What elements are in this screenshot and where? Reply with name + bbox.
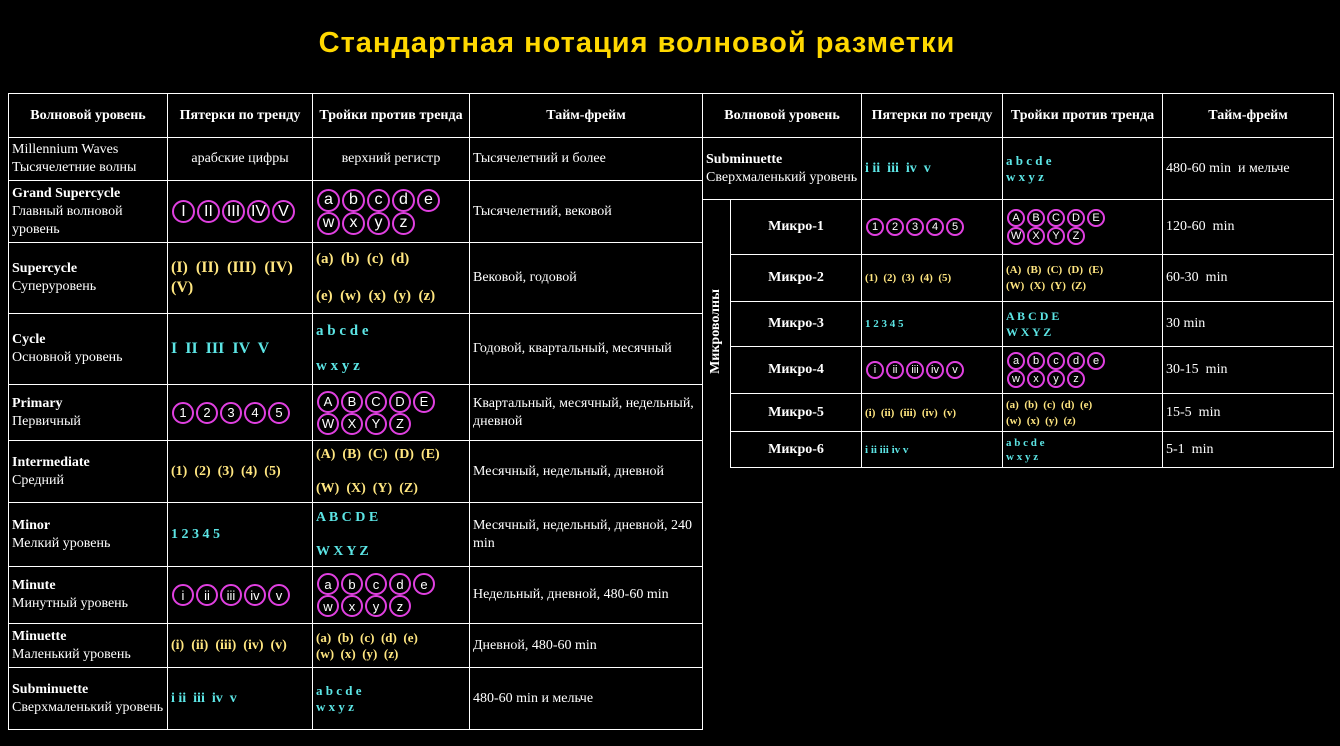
table-row (703, 302, 1334, 347)
level-en: Minor (12, 517, 51, 533)
circled-label: i (866, 361, 884, 379)
level-cell (9, 668, 168, 730)
threes-circles-bottom (1006, 370, 1159, 388)
circled-label: 1 (866, 218, 884, 236)
level-en: Minuette (12, 628, 67, 644)
circled-label: X (1027, 227, 1045, 245)
threes-line-1: A B C D E (316, 509, 379, 525)
threes-cell (313, 624, 470, 668)
circled-label: ii (196, 584, 218, 606)
micro-name: Микро-1 (731, 200, 862, 255)
fives-line-1: (I) (II) (III) (IV) (171, 259, 293, 276)
level-en: Supercycle (12, 261, 78, 276)
threes-circles-bottom (316, 413, 466, 435)
fives-circles (171, 200, 309, 223)
threes-cell (1003, 302, 1163, 347)
threes-cell (313, 441, 470, 503)
circled-label: y (367, 212, 390, 235)
circled-label: B (341, 391, 363, 413)
circled-label: iii (220, 584, 242, 606)
circled-label: 2 (196, 402, 218, 424)
micro-group-label: Микроволны (708, 288, 724, 374)
level-en: Subminuette (12, 681, 89, 697)
threes-line-2: w x y z (316, 698, 354, 714)
threes-line-2: (w) (x) (y) (z) (316, 645, 399, 661)
circled-label: e (1087, 352, 1105, 370)
threes-line-1: (A) (B) (C) (D) (E) (316, 446, 440, 462)
threes-cell (313, 668, 470, 730)
circled-label: C (1047, 209, 1065, 227)
timeframe-cell: 5-1 min (1163, 432, 1334, 468)
header-fives: Пятерки по тренду (168, 94, 313, 138)
table-row (703, 255, 1334, 302)
fives-circles (171, 584, 309, 606)
fives-circles (865, 218, 999, 236)
timeframe-cell: 60-30 min (1163, 255, 1334, 302)
fives-cell: 1 2 3 4 5 (862, 302, 1003, 347)
threes-line-2: w x y z (316, 358, 360, 374)
timeframe-cell: Дневной, 480-60 min (470, 624, 703, 668)
fives-cell: (1) (2) (3) (4) (5) (862, 255, 1003, 302)
timeframe-cell: 480-60 min и мельче (1163, 138, 1334, 200)
circled-label: i (172, 584, 194, 606)
circled-label: x (342, 212, 365, 235)
circled-label: IV (247, 200, 270, 223)
level-en: Minute (12, 578, 56, 593)
level-ru: Сверхмаленький уровень (12, 699, 164, 715)
circled-label: y (365, 595, 387, 617)
circled-label: A (317, 391, 339, 413)
level-ru: Сверхмаленький уровень (706, 169, 858, 185)
fives-cell (168, 385, 313, 441)
level-en: Cycle (12, 332, 46, 347)
table-row (9, 624, 703, 668)
fives-cell: i ii iii iv v (862, 138, 1003, 200)
table-row (9, 138, 703, 181)
timeframe-cell: 15-5 min (1163, 394, 1334, 432)
circled-label: V (272, 200, 295, 223)
level-en: Grand Supercycle (12, 185, 121, 201)
circled-label: e (417, 189, 440, 212)
threes-cell (313, 181, 470, 243)
threes-line-1: a b c d e (1006, 152, 1052, 168)
level-ru: Минутный уровень (12, 596, 129, 611)
table-row (9, 181, 703, 243)
header-threes: Тройки против тренда (1003, 94, 1163, 138)
fives-circles (865, 361, 999, 379)
header-level: Волновой уровень (9, 94, 168, 138)
circled-label: b (342, 189, 365, 212)
level-cell (9, 503, 168, 567)
circled-label: 5 (268, 402, 290, 424)
circled-label: I (172, 200, 195, 223)
circled-label: ii (886, 361, 904, 379)
circled-label: z (389, 595, 411, 617)
circled-label: B (1027, 209, 1045, 227)
threes-cell (313, 314, 470, 385)
micro-name: Микро-6 (731, 432, 862, 468)
page-title: Стандартная нотация волновой разметки (318, 27, 956, 59)
circled-label: w (1007, 370, 1025, 388)
timeframe-cell: 30-15 min (1163, 347, 1334, 394)
timeframe-cell: 480-60 min и мельче (470, 668, 703, 730)
threes-line-2: (e) (w) (x) (y) (z) (316, 288, 436, 304)
timeframe-cell: 120-60 min (1163, 200, 1334, 255)
level-cell (9, 385, 168, 441)
threes-line-1: A B C D E (1006, 309, 1060, 323)
level-en: Subminuette (706, 151, 783, 167)
threes-cell (1003, 394, 1163, 432)
micro-group-cell (703, 200, 731, 468)
timeframe-cell: Недельный, дневной, 480-60 min (470, 567, 703, 624)
table-row (9, 243, 703, 314)
threes-circles-bottom (316, 595, 466, 617)
timeframe-cell: Месячный, недельный, дневной (470, 441, 703, 503)
level-cell (9, 138, 168, 181)
circled-label: X (341, 413, 363, 435)
circled-label: Y (1047, 227, 1065, 245)
fives-cell: (i) (ii) (iii) (iv) (v) (168, 624, 313, 668)
fives-cell: i ii iii iv v (862, 432, 1003, 468)
threes-cell: верхний регистр (313, 138, 470, 181)
level-cell (9, 181, 168, 243)
threes-cell (1003, 200, 1163, 255)
table-header-row (703, 94, 1334, 138)
level-en: Intermediate (12, 454, 90, 470)
fives-cell: 1 2 3 4 5 (168, 503, 313, 567)
fives-cell: (1) (2) (3) (4) (5) (168, 441, 313, 503)
circled-label: A (1007, 209, 1025, 227)
table-header-row (9, 94, 703, 138)
circled-label: v (946, 361, 964, 379)
level-ru: Маленький уровень (12, 646, 131, 662)
threes-line-2: w x y z (1006, 450, 1039, 463)
table-row (703, 432, 1334, 468)
threes-line-1: (a) (b) (c) (d) (316, 251, 410, 267)
fives-cell: i ii iii iv v (168, 668, 313, 730)
level-cell (9, 567, 168, 624)
circled-label: v (268, 584, 290, 606)
timeframe-cell: Месячный, недельный, дневной, 240 min (470, 503, 703, 567)
table-row (9, 385, 703, 441)
threes-circles-bottom (1006, 227, 1159, 245)
circled-label: c (365, 573, 387, 595)
header-threes: Тройки против тренда (313, 94, 470, 138)
fives-cell (862, 347, 1003, 394)
circled-label: Z (1067, 227, 1085, 245)
threes-circles-top (1006, 352, 1159, 370)
level-ru: Первичный (12, 413, 81, 429)
level-cell (9, 243, 168, 314)
table-row (703, 347, 1334, 394)
circled-label: w (317, 212, 340, 235)
circled-label: 5 (946, 218, 964, 236)
table-row (9, 314, 703, 385)
threes-cell (313, 567, 470, 624)
level-ru: Средний (12, 472, 64, 488)
timeframe-cell: Годовой, квартальный, месячный (470, 314, 703, 385)
circled-label: 4 (926, 218, 944, 236)
threes-line-1: (a) (b) (c) (d) (e) (316, 629, 418, 645)
header-timeframe: Тайм-фрейм (1163, 94, 1334, 138)
threes-line-1: (A) (B) (C) (D) (E) (1006, 264, 1104, 276)
right-notation-table (702, 93, 1334, 468)
threes-line-1: (a) (b) (c) (d) (e) (1006, 398, 1093, 411)
threes-circles-top (316, 391, 466, 413)
fives-cell (168, 567, 313, 624)
threes-circles-top (316, 573, 466, 595)
circled-label: II (197, 200, 220, 223)
header-timeframe: Тайм-фрейм (470, 94, 703, 138)
circled-label: c (367, 189, 390, 212)
circled-label: III (222, 200, 245, 223)
circled-label: z (392, 212, 415, 235)
threes-cell (313, 385, 470, 441)
circled-label: a (317, 573, 339, 595)
timeframe-cell: 30 min (1163, 302, 1334, 347)
circled-label: b (341, 573, 363, 595)
circled-label: d (1067, 352, 1085, 370)
circled-label: C (365, 391, 387, 413)
circled-label: E (413, 391, 435, 413)
threes-line-2: W X Y Z (316, 543, 369, 559)
circled-label: W (317, 413, 339, 435)
circled-label: c (1047, 352, 1065, 370)
level-ru: Основной уровень (12, 350, 123, 365)
threes-cell (1003, 347, 1163, 394)
circled-label: Z (389, 413, 411, 435)
level-en: Primary (12, 395, 63, 411)
micro-name: Микро-5 (731, 394, 862, 432)
circled-label: b (1027, 352, 1045, 370)
threes-line-1: a b c d e (1006, 436, 1045, 449)
level-ru: Мелкий уровень (12, 535, 111, 551)
level-cell (9, 441, 168, 503)
threes-cell (1003, 432, 1163, 468)
fives-cell: I II III IV V (168, 314, 313, 385)
table-row (703, 200, 1334, 255)
circled-label: x (1027, 370, 1045, 388)
header-fives: Пятерки по тренду (862, 94, 1003, 138)
fives-cell: арабские цифры (168, 138, 313, 181)
threes-cell (1003, 255, 1163, 302)
table-row (9, 503, 703, 567)
circled-label: y (1047, 370, 1065, 388)
table-row (9, 567, 703, 624)
timeframe-cell: Вековой, годовой (470, 243, 703, 314)
circled-label: z (1067, 370, 1085, 388)
table-row (9, 668, 703, 730)
micro-name: Микро-3 (731, 302, 862, 347)
circled-label: d (389, 573, 411, 595)
circled-label: W (1007, 227, 1025, 245)
threes-line-2: (w) (x) (y) (z) (1006, 414, 1076, 427)
circled-label: a (1007, 352, 1025, 370)
level-cell (703, 138, 862, 200)
fives-cell (862, 200, 1003, 255)
threes-circles-bottom (316, 212, 466, 235)
circled-label: D (1067, 209, 1085, 227)
circled-label: iv (244, 584, 266, 606)
threes-line-1: a b c d e (316, 682, 362, 698)
timeframe-cell: Тысячелетний, вековой (470, 181, 703, 243)
threes-line-2: (W) (X) (Y) (Z) (1006, 280, 1087, 292)
micro-name: Микро-4 (731, 347, 862, 394)
circled-label: iii (906, 361, 924, 379)
fives-cell: (i) (ii) (iii) (iv) (v) (862, 394, 1003, 432)
fives-cell (168, 243, 313, 314)
threes-cell (313, 503, 470, 567)
circled-label: d (392, 189, 415, 212)
circled-label: w (317, 595, 339, 617)
fives-cell (168, 181, 313, 243)
circled-label: D (389, 391, 411, 413)
threes-circles-top (316, 189, 466, 212)
table-row (703, 138, 1334, 200)
table-row (9, 441, 703, 503)
level-ru: Суперуровень (12, 279, 97, 294)
circled-label: a (317, 189, 340, 212)
circled-label: 3 (220, 402, 242, 424)
timeframe-cell: Тысячелетний и более (470, 138, 703, 181)
threes-cell (1003, 138, 1163, 200)
threes-line-2: (W) (X) (Y) (Z) (316, 480, 418, 496)
circled-label: Y (365, 413, 387, 435)
micro-name: Микро-2 (731, 255, 862, 302)
circled-label: E (1087, 209, 1105, 227)
fives-circles (171, 402, 309, 424)
threes-line-2: W X Y Z (1006, 325, 1052, 339)
threes-cell (313, 243, 470, 314)
threes-line-1: a b c d e (316, 323, 369, 339)
circled-label: e (413, 573, 435, 595)
circled-label: 4 (244, 402, 266, 424)
left-notation-table (8, 93, 703, 730)
level-cell (9, 314, 168, 385)
table-row (703, 394, 1334, 432)
threes-circles-top (1006, 209, 1159, 227)
circled-label: 1 (172, 402, 194, 424)
circled-label: x (341, 595, 363, 617)
level-ru: Тысячелетние волны (12, 160, 137, 175)
circled-label: 2 (886, 218, 904, 236)
level-ru: Главный волновой уровень (12, 203, 123, 237)
circled-label: 3 (906, 218, 924, 236)
header-level: Волновой уровень (703, 94, 862, 138)
fives-line-2: (V) (171, 279, 194, 296)
circled-label: iv (926, 361, 944, 379)
threes-line-2: w x y z (1006, 168, 1044, 184)
level-en: Millennium Waves (12, 142, 119, 157)
level-cell (9, 624, 168, 668)
timeframe-cell: Квартальный, месячный, недельный, дневной (470, 385, 703, 441)
